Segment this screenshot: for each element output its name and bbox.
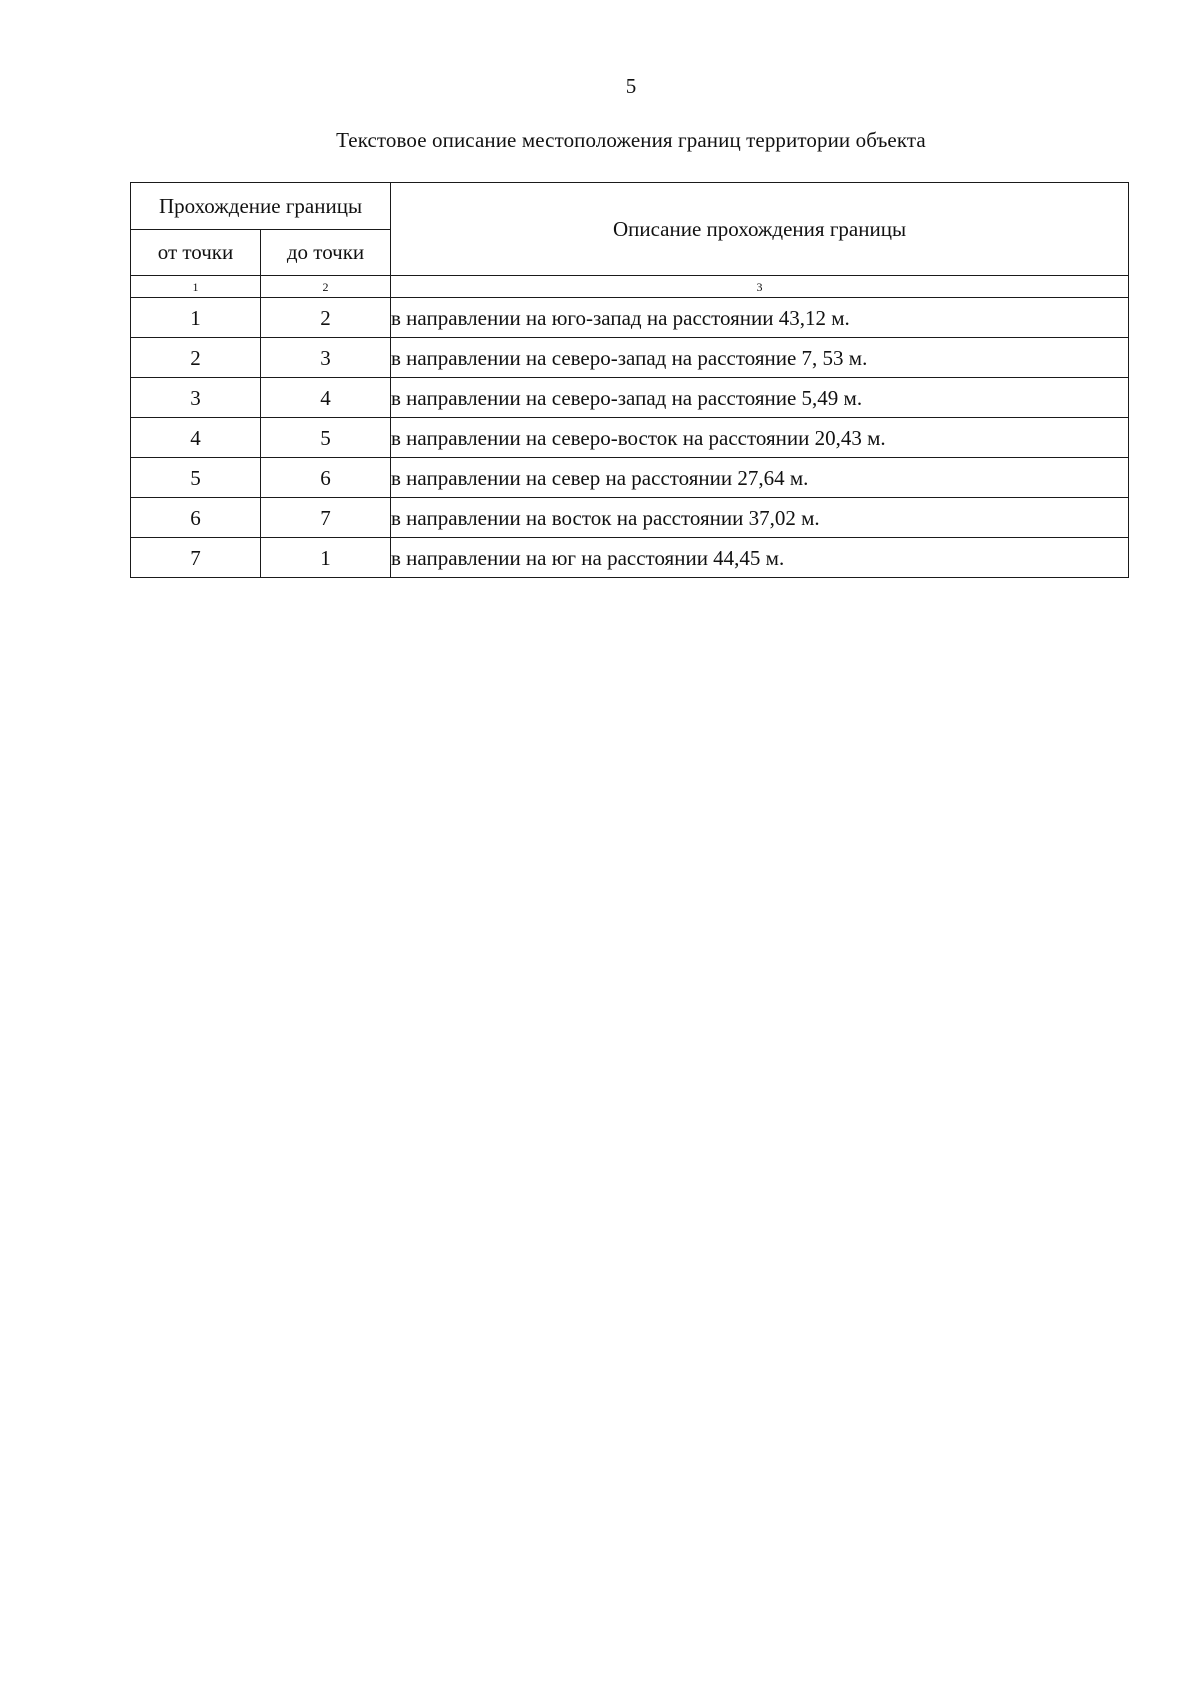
to-point-cell: 4	[261, 378, 391, 418]
to-point-cell: 3	[261, 338, 391, 378]
to-point-cell: 6	[261, 458, 391, 498]
description-cell: в направлении на север на расстоянии 27,64 м.	[391, 458, 1129, 498]
to-point-cell: 2	[261, 298, 391, 338]
column-number-1: 1	[131, 276, 261, 298]
description-cell: в направлении на восток на расстоянии 37,02 м.	[391, 498, 1129, 538]
from-point-cell: 1	[131, 298, 261, 338]
table-row	[131, 418, 1129, 458]
column-number-2: 2	[261, 276, 391, 298]
to-point-cell: 1	[261, 538, 391, 578]
column-number-row	[131, 276, 1129, 298]
header-to-point: до точки	[261, 230, 391, 276]
table-header-row	[131, 183, 1129, 230]
description-cell: в направлении на северо-восток на расстоянии 20,43 м.	[391, 418, 1129, 458]
page-number: 5	[625, 74, 637, 98]
to-point-cell: 7	[261, 498, 391, 538]
boundary-table	[130, 182, 1129, 578]
from-point-cell: 2	[131, 338, 261, 378]
from-point-cell: 4	[131, 418, 261, 458]
description-cell: в направлении на северо-запад на расстояние 5,49 м.	[391, 378, 1129, 418]
table-row	[131, 538, 1129, 578]
header-boundary-passage: Прохождение границы	[131, 183, 391, 230]
from-point-cell: 5	[131, 458, 261, 498]
table-row	[131, 498, 1129, 538]
description-cell: в направлении на северо-запад на расстояние 7, 53 м.	[391, 338, 1129, 378]
description-cell: в направлении на юг на расстоянии 44,45 м.	[391, 538, 1129, 578]
header-description: Описание прохождения границы	[391, 183, 1129, 276]
from-point-cell: 3	[131, 378, 261, 418]
from-point-cell: 6	[131, 498, 261, 538]
to-point-cell: 5	[261, 418, 391, 458]
table-row	[131, 378, 1129, 418]
description-cell: в направлении на юго-запад на расстоянии 43,12 м.	[391, 298, 1129, 338]
table-row	[131, 338, 1129, 378]
document-title: Текстовое описание местоположения границ территории объекта	[336, 128, 926, 152]
column-number-3: 3	[391, 276, 1129, 298]
header-from-point: от точки	[131, 230, 261, 276]
table-row	[131, 298, 1129, 338]
table-row	[131, 458, 1129, 498]
from-point-cell: 7	[131, 538, 261, 578]
